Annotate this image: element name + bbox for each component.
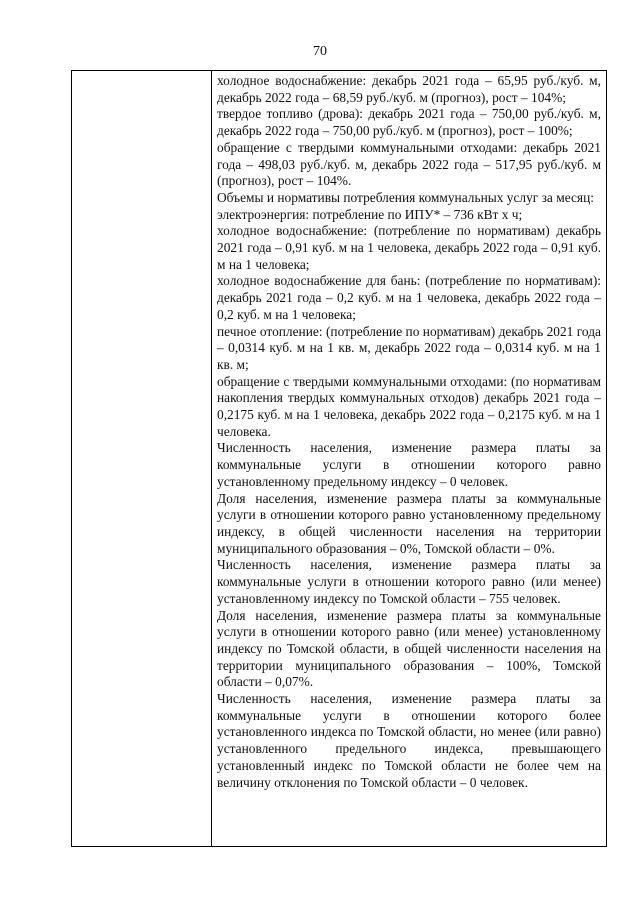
paragraph-population-regional-index: Численность населения, изменение размера платы за коммунальные услуги в отношении которого равно (или менее) установленному индексу по Томской области – 755 человек. [217,557,601,606]
paragraph-cold-water-tariff: холодное водоснабжение: декабрь 2021 года – 65,95 руб./куб. м, декабрь 2022 года – 68,59 руб./куб. м (прогноз), рост – 104%; [217,73,601,105]
paragraph-bath-water-norm: холодное водоснабжение для бань: (потребление по нормативам): декабрь 2021 года – 0,2 куб. м на 1 человека, декабрь 2022 года – 0,2 куб. м на 1 человека; [217,273,601,322]
table-left-cell [72,71,212,846]
paragraph-waste-tariff: обращение с твердыми коммунальными отходами: декабрь 2021 года – 498,03 руб./куб. м, декабрь 2022 года – 517,95 руб./куб. м (прогноз), рост – 104%. [217,139,601,189]
paragraph-share-regional-index: Доля населения, изменение размера платы за коммунальные услуги в отношении которого равно (или менее) установленному индексу по Томской области, в общей численности населения на территории муниципального образования – 100%, Томской области – 0,07%. [217,607,601,690]
paragraph-solid-fuel-tariff: твердое топливо (дрова): декабрь 2021 года – 750,00 руб./куб. м, декабрь 2022 года – 750,00 руб./куб. м (прогноз), рост – 100%; [217,106,601,139]
content-table [71,70,607,847]
paragraph-waste-norm: обращение с твердыми коммунальными отходами: (по нормативам накопления твердых коммунальных отходов) декабрь 2021 года – 0,2175 куб. м на 1 человека, декабрь 2022 года – 0,2175 куб. м на 1 человека. [217,373,601,439]
table-right-cell [212,71,606,846]
paragraph-population-above-index: Численность населения, изменение размера платы за коммунальные услуги в отношении которого более установленного индекса по Томской области, но менее (или равно) установленного предельного индекса, превышающего установленный индекс по Томской области не более чем на величину отклонения по Томской области – 0 человек. [217,691,601,790]
paragraph-electricity: электроэнергия: потребление по ИПУ* – 736 кВт х ч; [217,206,523,222]
paragraph-cold-water-norm: холодное водоснабжение: (потребление по нормативам) декабрь 2021 года – 0,91 куб. м на 1 человека, декабрь 2022 года – 0,91 куб. м на 1 человека; [217,223,601,272]
paragraph-stove-heating-norm: печное отопление: (потребление по нормативам) декабрь 2021 года – 0,0314 куб. м на 1 кв. м, декабрь 2022 года – 0,0314 куб. м на 1 кв. м; [217,323,601,372]
page-number: 70 [313,44,327,59]
paragraph-consumption-heading: Объемы и нормативы потребления коммунальных услуг за месяц: [217,189,594,205]
paragraph-share-limit-index: Доля населения, изменение размера платы за коммунальные услуги в отношении которого равно установленному предельному индексу, в общей численности населения на территории муниципального образования – 0%, Томской области – 0%. [217,490,601,556]
paragraph-population-limit-index: Численность населения, изменение размера платы за коммунальные услуги в отношении которого равно установленному предельному индексу – 0 человек. [217,440,601,489]
